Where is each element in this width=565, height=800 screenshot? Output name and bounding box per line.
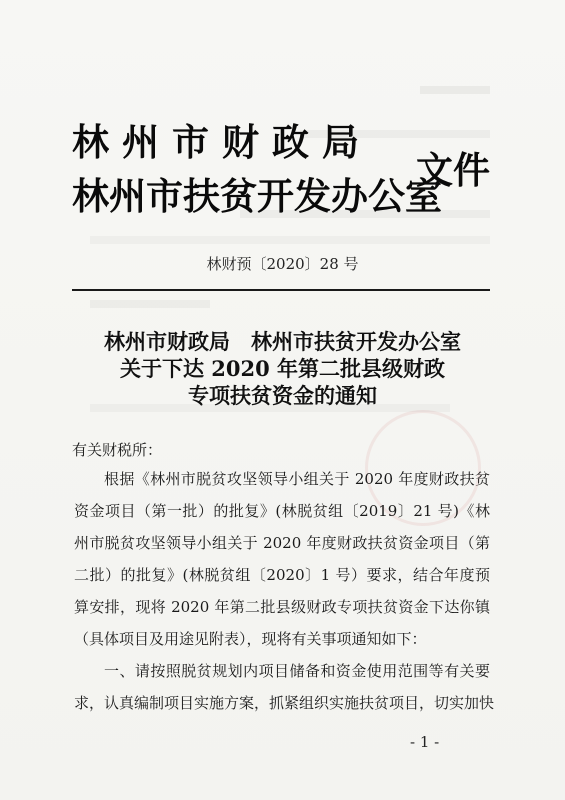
issuing-authority-1: 林州市财政局	[72, 120, 372, 164]
document-title-line-2: 关于下达 2020 年第二批县级财政	[119, 356, 446, 381]
issuing-authority-2: 林州市扶贫开发办公室	[72, 174, 442, 218]
document-title-line-1: 林州市财政局 林州市扶贫开发办公室	[104, 329, 461, 354]
bleed-through-mark	[90, 300, 210, 308]
bleed-through-mark	[90, 236, 490, 244]
body-line: 二批）的批复》(林脱贫组〔2020〕1 号）要求，结合年度预	[74, 566, 490, 584]
body-line: 根据《林州市脱贫攻坚领导小组关于 2020 年度财政扶贫	[104, 470, 490, 488]
document-type-label: 文件	[416, 148, 490, 192]
body-line: 资金项目（第一批）的批复》(林脱贫组〔2019〕21 号)《林	[74, 502, 490, 520]
header-divider	[72, 289, 490, 291]
body-line: 州市脱贫攻坚领导小组关于 2020 年度财政扶贫资金项目（第	[74, 534, 490, 552]
body-line: 一、请按照脱贫规划内项目储备和资金使用范围等有关要	[104, 662, 490, 680]
page-number: - 1 -	[410, 733, 440, 751]
body-line: （具体项目及用途见附表），现将有关事项通知如下：	[74, 630, 427, 648]
body-line: 求，认真编制项目实施方案，抓紧组织实施扶贫项目，切实加快	[74, 694, 495, 712]
salutation: 有关财税所：	[72, 441, 163, 459]
bleed-through-mark	[420, 86, 490, 94]
body-line: 算安排，现将 2020 年第二批县级财政专项扶贫资金下达你镇	[74, 598, 490, 616]
document-number: 林财预〔2020〕28 号	[206, 255, 359, 273]
document-title-line-3: 专项扶贫资金的通知	[188, 383, 377, 408]
